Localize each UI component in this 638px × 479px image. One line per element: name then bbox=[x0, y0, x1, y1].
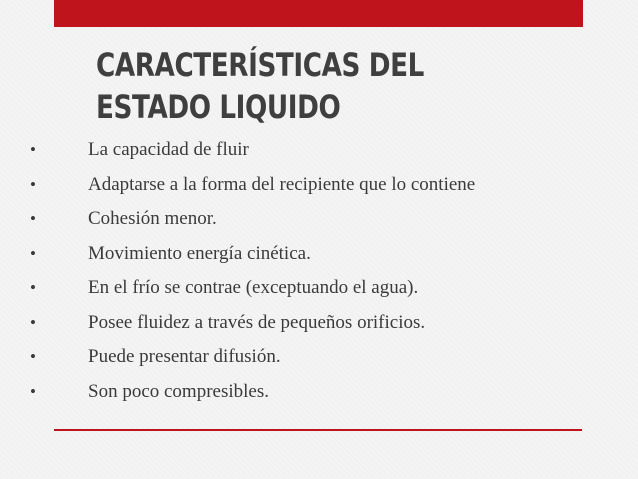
title-line-2: ESTADO LIQUIDO bbox=[96, 88, 341, 126]
bullet-text: Adaptarse a la forma del recipiente que lo contiene bbox=[88, 173, 476, 195]
bullet-icon: • bbox=[30, 174, 36, 194]
bullet-icon: • bbox=[30, 278, 36, 297]
bullet-icon: • bbox=[30, 209, 36, 228]
bottom-divider bbox=[54, 429, 582, 431]
bullet-text: En el frío se contrae (exceptuando el agua). bbox=[88, 277, 419, 298]
bullet-text: Cohesión menor. bbox=[88, 208, 217, 229]
bullet-icon: • bbox=[30, 243, 36, 263]
title-line-1: CARACTERÍSTICAS DEL bbox=[96, 46, 424, 84]
top-accent-bar bbox=[54, 0, 583, 27]
bullet-text: La capacidad de fluir bbox=[88, 139, 249, 160]
bullet-icon: • bbox=[30, 381, 36, 401]
bullet-text: Movimiento energía cinética. bbox=[88, 242, 311, 264]
bullet-text: Son poco compresibles. bbox=[88, 380, 270, 402]
bullet-icon: • bbox=[30, 140, 36, 159]
bullet-text: Puede presentar difusión. bbox=[88, 346, 281, 367]
slide-title bbox=[96, 44, 490, 128]
bullet-text: Posee fluidez a través de pequeños orificios. bbox=[88, 311, 426, 333]
bullet-icon: • bbox=[30, 347, 36, 366]
bullet-icon: • bbox=[30, 312, 36, 332]
